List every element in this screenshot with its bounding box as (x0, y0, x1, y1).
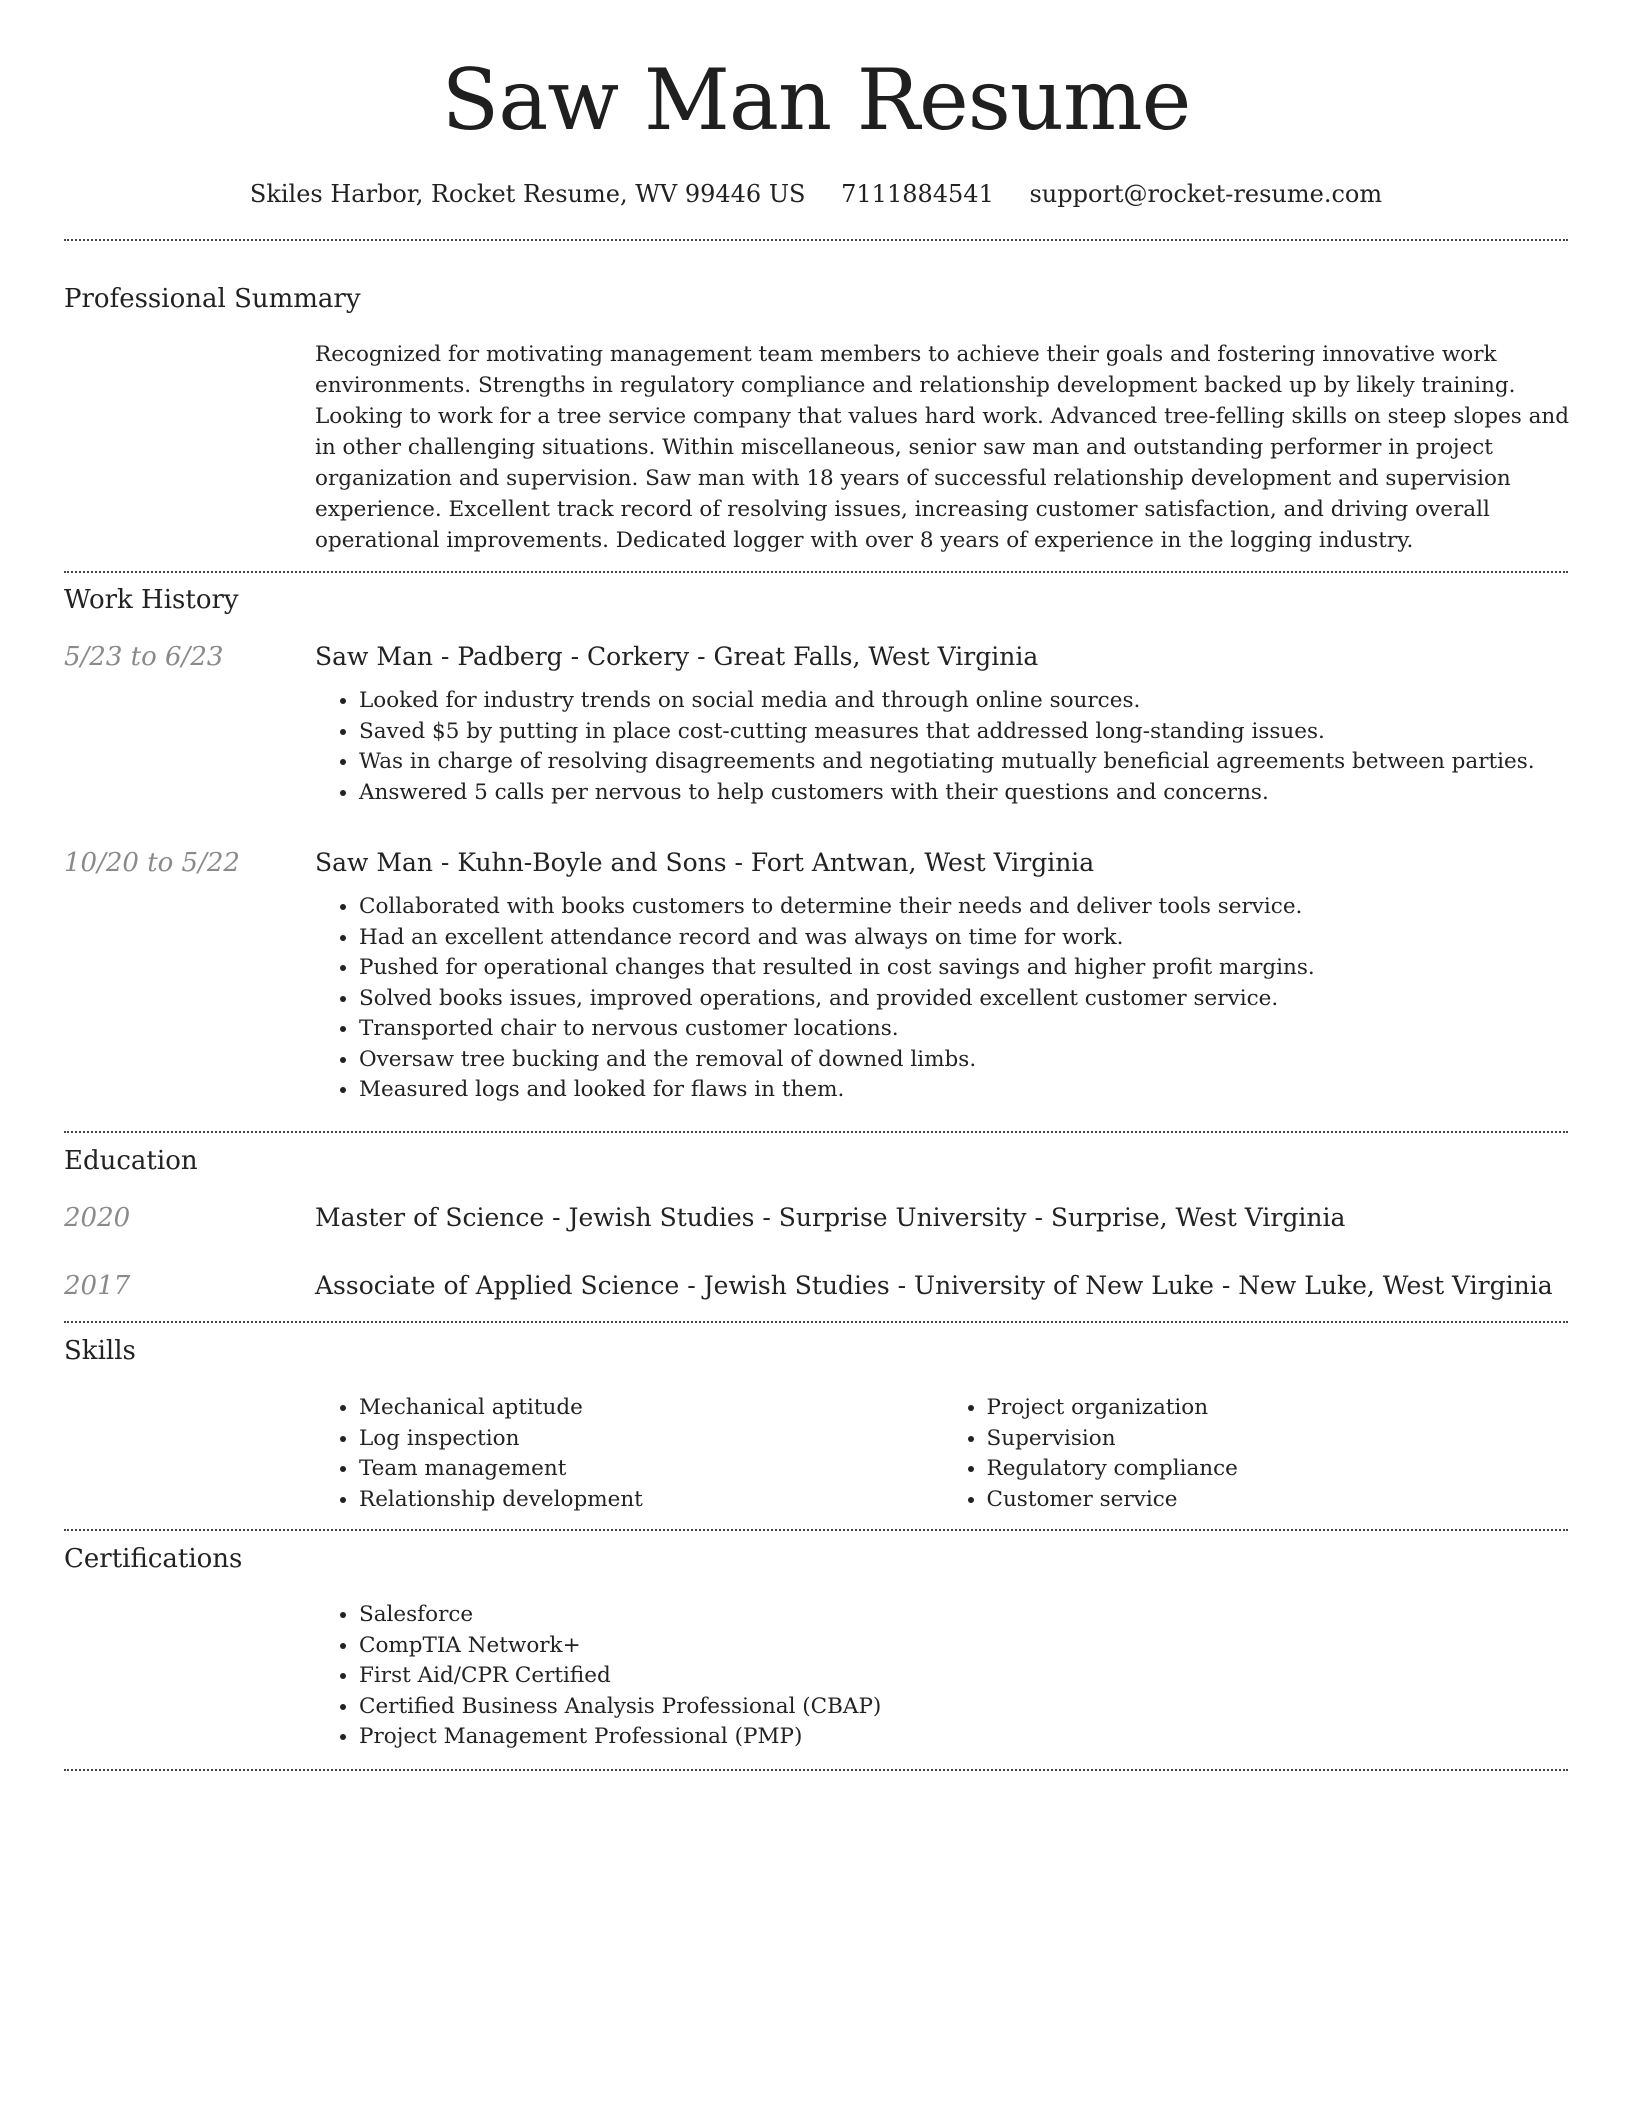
job-dates: 10/20 to 5/22 (64, 848, 240, 878)
divider (64, 1529, 1568, 1531)
summary-block (315, 339, 1570, 556)
education-degree: Associate of Applied Science - Jewish Studies (315, 1271, 890, 1300)
section-title-work: Work History (64, 585, 239, 615)
job-bullets (315, 686, 1570, 808)
job-bullet: • Had an excellent attendance record and was always on time for work. (359, 923, 1570, 954)
skill-item: • Team management (359, 1454, 943, 1485)
job-bullet: • Looked for industry trends on social media and through online sources. (359, 686, 1570, 717)
education-entry (315, 1201, 1570, 1235)
skill-item: • Regulatory compliance (987, 1454, 1571, 1485)
resume-name: Saw Man Resume (441, 51, 1191, 149)
job-bullet: • Measured logs and looked for flaws in them. (359, 1075, 1570, 1106)
education-entry (315, 1269, 1570, 1303)
skills-block (315, 1393, 1570, 1515)
job-bullet: • Solved books issues, improved operations, and provided excellent customer service. (359, 984, 1570, 1015)
skill-item: • Mechanical aptitude (359, 1393, 943, 1424)
contact-phone: 7111884541 (841, 180, 994, 208)
skill-item: • Project organization (987, 1393, 1571, 1424)
divider (64, 1769, 1568, 1771)
job-bullet: • Answered 5 calls per nervous to help customers with their questions and concerns. (359, 778, 1570, 809)
skill-item: • Relationship development (359, 1485, 943, 1516)
skill-item: • Customer service (987, 1485, 1571, 1516)
job-dates: 5/23 to 6/23 (64, 642, 224, 672)
divider (64, 1321, 1568, 1323)
job-bullet: • Pushed for operational changes that resulted in cost savings and higher profit margins. (359, 953, 1570, 984)
certifications-list (315, 1600, 1570, 1753)
certification-item: • Certified Business Analysis Professional (CBAP) (359, 1692, 1570, 1723)
section-title-certifications: Certifications (64, 1544, 243, 1574)
contact-email: support@rocket-resume.com (1029, 180, 1383, 208)
skills-list-right (943, 1393, 1571, 1515)
job-bullet: • Collaborated with books customers to determine their needs and deliver tools service. (359, 892, 1570, 923)
divider (64, 1131, 1568, 1133)
job-heading: Saw Man - Kuhn-Boyle and Sons - Fort Antwan, West Virginia (315, 848, 1095, 877)
education-year: 2017 (64, 1271, 131, 1301)
education-year: 2020 (64, 1203, 131, 1233)
section-title-summary: Professional Summary (64, 284, 361, 314)
certification-item: • Project Management Professional (PMP) (359, 1722, 1570, 1753)
skills-list-left (315, 1393, 943, 1515)
education-degree: Master of Science - Jewish Studies (315, 1203, 755, 1232)
education-school: - University of New Luke - New Luke, West Virginia (889, 1271, 1553, 1300)
education-school: - Surprise University - Surprise, West Virginia (754, 1203, 1346, 1232)
contact-line (0, 178, 1632, 210)
job-bullets (315, 892, 1570, 1106)
job-bullet: • Transported chair to nervous customer locations. (359, 1014, 1570, 1045)
job-entry (315, 640, 1570, 808)
section-title-skills: Skills (64, 1336, 136, 1366)
contact-address: Skiles Harbor, Rocket Resume, WV 99446 US (249, 180, 806, 208)
job-entry (315, 846, 1570, 1106)
section-title-education: Education (64, 1146, 198, 1176)
job-bullet: • Saved $5 by putting in place cost-cutting measures that addressed long-standing issues. (359, 717, 1570, 748)
skill-item: • Supervision (987, 1424, 1571, 1455)
job-heading: Saw Man - Padberg - Corkery - Great Falls, West Virginia (315, 642, 1039, 671)
summary-text: Recognized for motivating management team members to achieve their goals and fostering innovative work environments. Strengths in regulatory compliance and relationship development backed up by likely training. Looking to work for a tree service company that values hard work. Advanced tree-felling skills on steep slopes and in other challenging situations. Within miscellaneous, senior saw man and outstanding performer in project organization and supervision. Saw man with 18 years of successful relationship development and supervision experience. Excellent track record of resolving issues, increasing customer satisfaction, and driving overall operational improvements. Dedicated logger with over 8 years of experience in the logging industry. (315, 342, 1570, 553)
certifications-block (315, 1600, 1570, 1753)
job-bullet: • Was in charge of resolving disagreements and negotiating mutually beneficial agreements between parties. (359, 747, 1570, 778)
certification-item: • First Aid/CPR Certified (359, 1661, 1570, 1692)
certification-item: • Salesforce (359, 1600, 1570, 1631)
divider (64, 571, 1568, 573)
certification-item: • CompTIA Network+ (359, 1631, 1570, 1662)
skill-item: • Log inspection (359, 1424, 943, 1455)
job-bullet: • Oversaw tree bucking and the removal of downed limbs. (359, 1045, 1570, 1076)
divider (64, 239, 1568, 241)
resume-header (0, 0, 1632, 210)
